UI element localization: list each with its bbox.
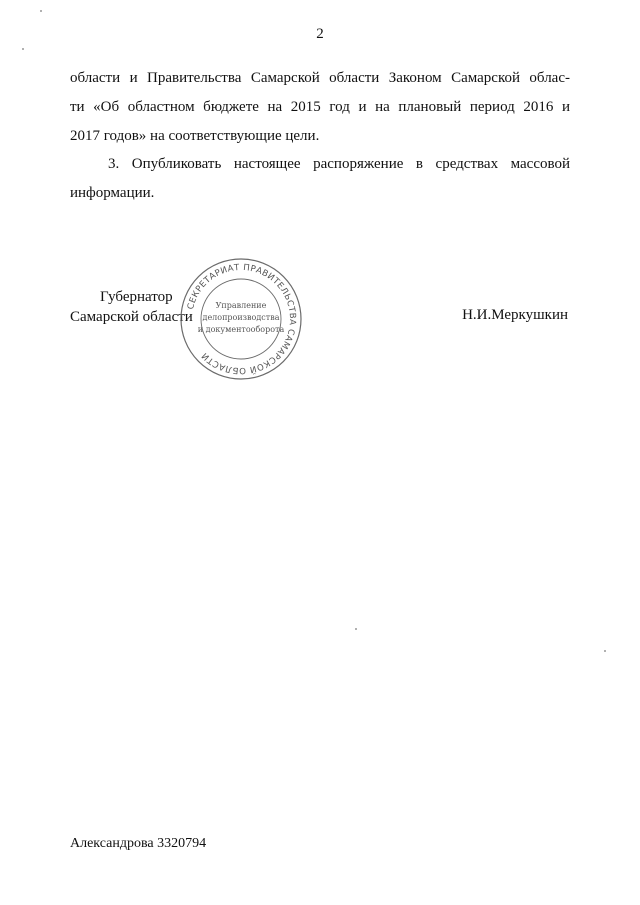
scan-speck [604, 650, 606, 652]
stamp-center-line: Управление [215, 301, 267, 310]
paragraph-budget [70, 64, 570, 151]
executor-footer: Александрова 3320794 [70, 836, 207, 851]
stamp-center-line: делопроизводства [202, 313, 280, 322]
scan-speck [355, 628, 357, 630]
signatory-position: Губернатор [100, 289, 173, 305]
stamp-ring-text: СЕКРЕТАРИАТ ПРАВИТЕЛЬСТВА САМАРСКОЙ ОБЛАСТИ [185, 262, 298, 376]
signatory-name: Н.И.Меркушкин [462, 307, 568, 323]
scan-speck [22, 48, 24, 50]
signatory-title [70, 287, 193, 327]
text-line: 3. Опубликовать настоящее распоряжение в средствах массовой [108, 156, 570, 172]
text-line: области и Правительства Самарской области Законом Самарской облас- [70, 70, 570, 86]
official-stamp [178, 256, 304, 382]
text-line: информации. [70, 185, 155, 201]
text-line: ти «Об областном бюджете на 2015 год и на плановый период 2016 и [70, 99, 570, 115]
paragraph-publish [70, 150, 570, 208]
signatory-region: Самарской области [70, 309, 193, 325]
scan-speck [40, 10, 42, 12]
stamp-center-line: и документооборота [197, 325, 285, 334]
text-line: 2017 годов» на соответствующие цели. [70, 128, 320, 144]
page-number: 2 [316, 26, 324, 42]
